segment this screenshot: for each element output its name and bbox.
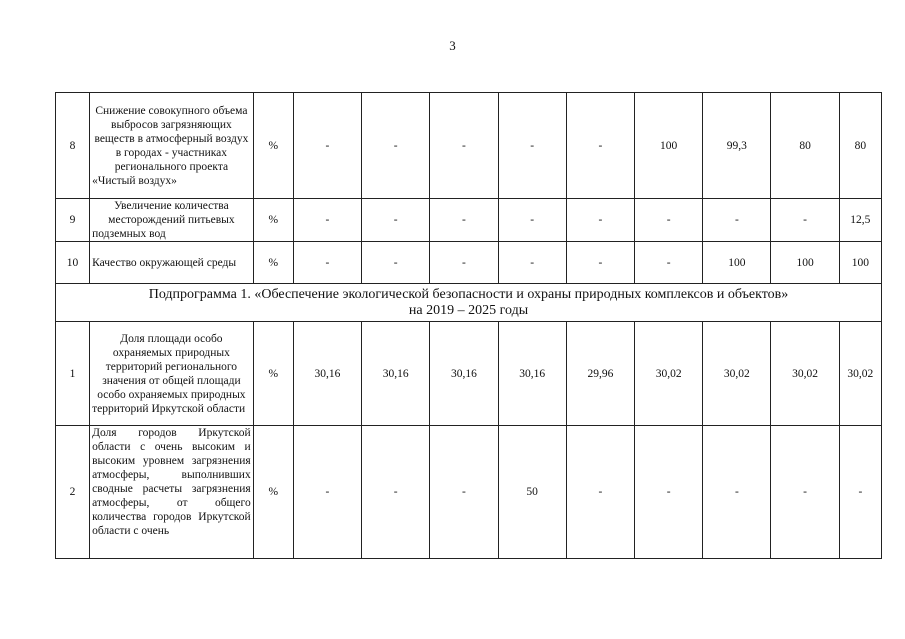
- value-cell: 99,3: [703, 93, 771, 199]
- table-row: [56, 426, 882, 559]
- table-row: [56, 199, 882, 242]
- value-cell: 80: [839, 93, 881, 199]
- indicator-description: Снижение совокупного объема выбросов загрязняющих веществ в атмосферный воздух в городах - участниках регионального проекта «Чистый воздух»: [90, 93, 254, 199]
- value-cell: 30,16: [362, 322, 430, 426]
- unit-cell: %: [253, 199, 293, 242]
- row-number: 8: [56, 93, 90, 199]
- indicator-description: Доля площади особо охраняемых природных территорий регионального значения от общей площади особо охраняемых природных территорий Иркутской области: [90, 322, 254, 426]
- value-cell: 30,02: [771, 322, 839, 426]
- value-cell: -: [635, 199, 703, 242]
- indicators-table: [55, 92, 882, 559]
- unit-cell: %: [253, 426, 293, 559]
- value-cell: -: [430, 199, 498, 242]
- value-cell: -: [635, 426, 703, 559]
- page-number: 3: [449, 38, 456, 53]
- value-cell: 29,96: [566, 322, 634, 426]
- row-number: 2: [56, 426, 90, 559]
- value-cell: -: [293, 426, 361, 559]
- value-cell: -: [566, 426, 634, 559]
- value-cell: -: [839, 426, 881, 559]
- value-cell: -: [293, 93, 361, 199]
- value-cell: -: [771, 426, 839, 559]
- value-cell: -: [362, 242, 430, 284]
- value-cell: -: [703, 426, 771, 559]
- value-cell: 30,16: [498, 322, 566, 426]
- value-cell: 100: [839, 242, 881, 284]
- unit-cell: %: [253, 93, 293, 199]
- unit-cell: %: [253, 242, 293, 284]
- value-cell: -: [430, 242, 498, 284]
- value-cell: -: [362, 426, 430, 559]
- value-cell: 30,16: [293, 322, 361, 426]
- value-cell: -: [566, 199, 634, 242]
- indicator-description: Увеличение количества месторождений питьевых подземных вод: [90, 199, 254, 242]
- value-cell: 100: [771, 242, 839, 284]
- value-cell: 30,02: [635, 322, 703, 426]
- value-cell: 50: [498, 426, 566, 559]
- value-cell: -: [771, 199, 839, 242]
- unit-cell: %: [253, 322, 293, 426]
- indicator-description: Качество окружающей среды: [90, 242, 254, 284]
- value-cell: -: [566, 242, 634, 284]
- value-cell: 100: [635, 93, 703, 199]
- table-row: [56, 242, 882, 284]
- value-cell: 30,16: [430, 322, 498, 426]
- value-cell: -: [293, 242, 361, 284]
- subprogram-title-line2: на 2019 – 2025 годы: [408, 302, 529, 318]
- value-cell: -: [566, 93, 634, 199]
- value-cell: -: [498, 242, 566, 284]
- value-cell: -: [703, 199, 771, 242]
- value-cell: -: [430, 426, 498, 559]
- indicator-description: [90, 426, 254, 559]
- table-row: [56, 322, 882, 426]
- value-cell: -: [293, 199, 361, 242]
- value-cell: 30,02: [839, 322, 881, 426]
- value-cell: -: [362, 199, 430, 242]
- indicator-description-text: Доля городов Иркутской области с очень высоким и высоким уровнем загрязнения атмосферы, выполнивших сводные расчеты загрязнения атмосферы, от общего количества городов Иркутской области с очень: [92, 427, 251, 537]
- value-cell: -: [498, 93, 566, 199]
- subprogram-title-line1: Подпрограмма 1. «Обеспечение экологической безопасности и охраны природных комплексов и объектов»: [148, 286, 789, 302]
- value-cell: 30,02: [703, 322, 771, 426]
- value-cell: -: [498, 199, 566, 242]
- value-cell: 100: [703, 242, 771, 284]
- value-cell: 80: [771, 93, 839, 199]
- subprogram-title: [56, 284, 882, 322]
- row-number: 10: [56, 242, 90, 284]
- row-number: 9: [56, 199, 90, 242]
- value-cell: 12,5: [839, 199, 881, 242]
- section-header-row: [56, 284, 882, 322]
- row-number: 1: [56, 322, 90, 426]
- value-cell: -: [635, 242, 703, 284]
- table-row: [56, 93, 882, 199]
- value-cell: -: [362, 93, 430, 199]
- value-cell: -: [430, 93, 498, 199]
